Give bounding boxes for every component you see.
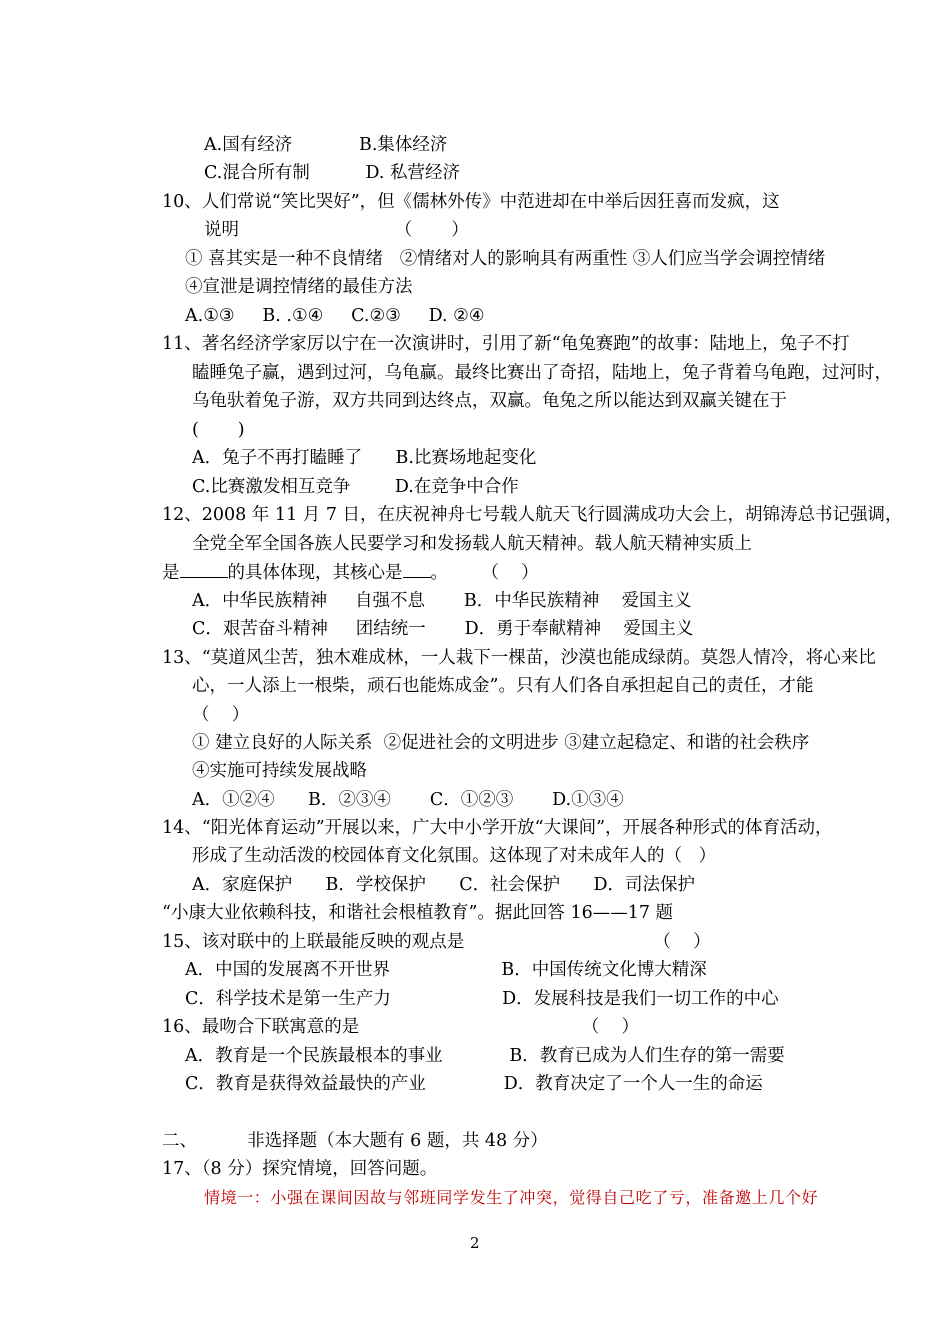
q13-stem-1: 13、“莫道风尘苦，独木难成林，一人栽下一棵苗，沙漠也能成绿荫。莫怨人情冷，将心来比 [162,648,876,668]
q14-options: A．家庭保护 B．学校保护 C．社会保护 D．司法保护 [192,875,696,895]
q13-statements-2: ④实施可持续发展战略 [192,761,367,781]
q17-scenario-one: 情境一：小强在课间因故与邻班同学发生了冲突，觉得自己吃了亏，准备邀上几个好 [204,1188,819,1207]
q12-stem-1: 12、2008 年 11 月 7 日，在庆祝神舟七号载人航天飞行圆满成功大会上，胡锦涛总书记强调， [162,505,903,525]
q10-stem-cont: 说明 （ ） [204,220,469,240]
q11-options-row1: A．兔子不再打瞌睡了 B.比赛场地起变化 [192,448,537,468]
q9-options-row1: A.国有经济 B.集体经济 [204,135,448,155]
q10-statements-1: ① 喜其实是一种不良情绪 ②情绪对人的影响具有两重性 ③人们应当学会调控情绪 [185,249,826,269]
q12-options-row1: A．中华民族精神 自强不息 B．中华民族精神 爱国主义 [192,591,692,611]
q13-statements-1: ① 建立良好的人际关系 ②促进社会的文明进步 ③建立起稳定、和谐的社会秩序 [192,733,810,753]
q11-stem-3: 乌龟驮着兔子游，双方共同到达终点，双赢。龟兔之所以能达到双赢关键在于 [192,391,787,411]
q15-options-row1: A．中国的发展离不开世界 B．中国传统文化博大精深 [185,960,707,980]
q15-stem: 15、该对联中的上联最能反映的观点是 （ ） [162,932,711,952]
q10-options: A.①③ B. .①④ C.②③ D. ②④ [185,306,485,326]
q12-stem-2: 全党全军全国各族人民要学习和发扬载人航天精神。载人航天精神实质上 [192,534,752,554]
q12-blank-1 [180,561,228,578]
q16-options-row2: C．教育是获得效益最快的产业 D．教育决定了一个人一生的命运 [185,1074,763,1094]
q16-options-row1: A．教育是一个民族最根本的事业 B．教育已成为人们生存的第一需要 [185,1046,785,1066]
q12-stem-3 [162,561,539,584]
couplet-intro: “小康大业依赖科技，和谐社会根植教育”。据此回答 16——17 题 [162,903,674,923]
q15-options-row2: C．科学技术是第一生产力 D．发展科技是我们一切工作的中心 [185,989,779,1009]
q12-mid-text: 的具体体现，其核心是 [227,563,403,583]
section-two-heading: 二、 非选择题（本大题有 6 题，共 48 分） [162,1131,548,1151]
q10-stem: 10、人们常说“笑比哭好”，但《儒林外传》中范进却在中举后因狂喜而发疯，这 [162,192,780,212]
q17-stem: 17、（8 分）探究情境，回答问题。 [162,1159,438,1179]
q12-tail-text: 。 （ ） [430,563,539,583]
q12-prefix: 是 [162,563,180,583]
q13-answer-paren: （ ） [192,705,250,725]
q12-options-row2: C．艰苦奋斗精神 团结统一 D．勇于奉献精神 爱国主义 [192,619,694,639]
q11-options-row2: C.比赛激发相互竞争 D.在竞争中合作 [192,477,519,497]
q10-statements-2: ④宣泄是调控情绪的最佳方法 [185,277,413,297]
q11-stem-2: 瞌睡兔子赢，遇到过河，乌龟赢。最终比赛出了奇招，陆地上，兔子背着乌龟跑，过河时， [192,363,892,383]
q9-options-row2: C.混合所有制 D. 私营经济 [204,163,460,183]
q13-options: A．①②④ B．②③④ C．①②③ D.①③④ [192,790,624,810]
page-number: 2 [470,1234,480,1252]
q11-answer-paren: ( ) [192,420,245,440]
q14-stem-1: 14、“阳光体育运动”开展以来，广大中小学开放“大课间”，开展各种形式的体育活动， [162,818,833,838]
q14-stem-2: 形成了生动活泼的校园体育文化氛围。这体现了对未成年人的（ ） [192,846,717,866]
q13-stem-2: 心，一人添上一根柴，顽石也能炼成金”。只有人们各自承担起自己的责任，才能 [192,676,814,696]
q12-blank-2 [403,561,431,578]
q11-stem-1: 11、著名经济学家厉以宁在一次演讲时，引用了新“龟兔赛跑”的故事：陆地上，兔子不打 [162,334,850,354]
q16-stem: 16、最吻合下联寓意的是 （ ） [162,1017,640,1037]
